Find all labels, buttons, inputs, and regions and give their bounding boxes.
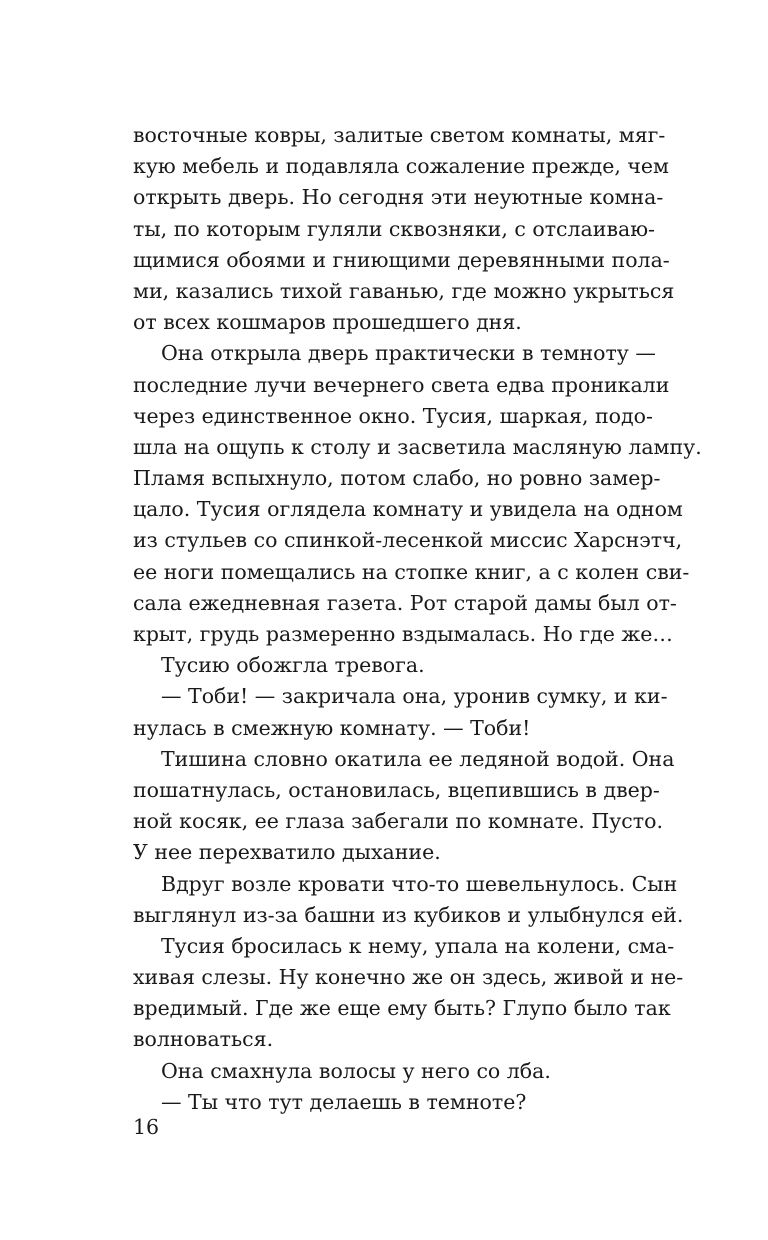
text-line: из стульев со спинкой-лесенкой миссис Харснэтч,: [133, 528, 683, 553]
text-line: ми, казались тихой гаванью, где можно укрыться: [133, 278, 675, 303]
text-line: последние лучи вечернего света едва проникали: [133, 372, 670, 397]
text-line: — Ты что тут делаешь в темноте?: [161, 1089, 527, 1114]
text-line: кую мебель и подавляла сожаление прежде, чем: [133, 154, 670, 179]
text-line: восточные ковры, залитые светом комнаты, мяг-: [133, 123, 666, 147]
text-line: ее ноги помещались на стопке книг, а с колен сви-: [133, 559, 690, 584]
text-line: сала ежедневная газета. Рот старой дамы был от-: [133, 590, 677, 615]
text-line: Она смахнула волосы у него со лба.: [161, 1058, 551, 1083]
text-line: волноваться.: [133, 1027, 274, 1052]
body-text: [133, 120, 702, 1118]
text-line: щимися обоями и гниющими деревянными пола-: [133, 247, 670, 272]
text-line: Вдруг возле кровати что-то шевельнулось. Сын: [161, 871, 678, 896]
text-line: открыть дверь. Но сегодня эти неуютные комна-: [133, 185, 664, 210]
text-line: через единственное окно. Тусия, шаркая, подо-: [133, 403, 653, 428]
page-number: 16: [133, 1115, 160, 1139]
text-line: крыт, грудь размеренно вздымалась. Но где же…: [133, 622, 673, 646]
text-line: Она открыла дверь практически в темноту —: [161, 341, 656, 366]
text-line: Пламя вспыхнуло, потом слабо, но ровно замер-: [133, 466, 661, 491]
text-line: пошатнулась, остановилась, вцепившись в двер-: [133, 777, 660, 802]
text-line: Тусию обожгла тревога.: [161, 653, 425, 678]
text-line: вредимый. Где же еще ему быть? Глупо было так: [133, 996, 671, 1021]
text-line: нулась в смежную комнату. — Тоби!: [133, 715, 531, 740]
text-line: Тусия бросилась к нему, упала на колени, сма-: [161, 933, 675, 958]
text-line: У нее перехватило дыхание.: [133, 840, 441, 865]
text-line: выглянул из-за башни из кубиков и улыбнулся ей.: [133, 902, 684, 927]
text-line: ной косяк, ее глаза забегали по комнате. Пусто.: [133, 809, 663, 834]
text-line: — Тоби! — закричала она, уронив сумку, и ки-: [161, 684, 668, 709]
text-line: ты, по которым гуляли сквозняки, с отслаиваю-: [133, 216, 655, 241]
text-line: хивая слезы. Ну конечно же он здесь, живой и не-: [133, 965, 684, 990]
text-line: цало. Тусия оглядела комнату и увидела на одном: [133, 497, 683, 522]
text-line: шла на ощупь к столу и засветила масляную лампу.: [133, 434, 702, 459]
text-line: Тишина словно окатила ее ледяной водой. Она: [161, 746, 675, 771]
text-line: от всех кошмаров прошедшего дня.: [133, 310, 522, 335]
